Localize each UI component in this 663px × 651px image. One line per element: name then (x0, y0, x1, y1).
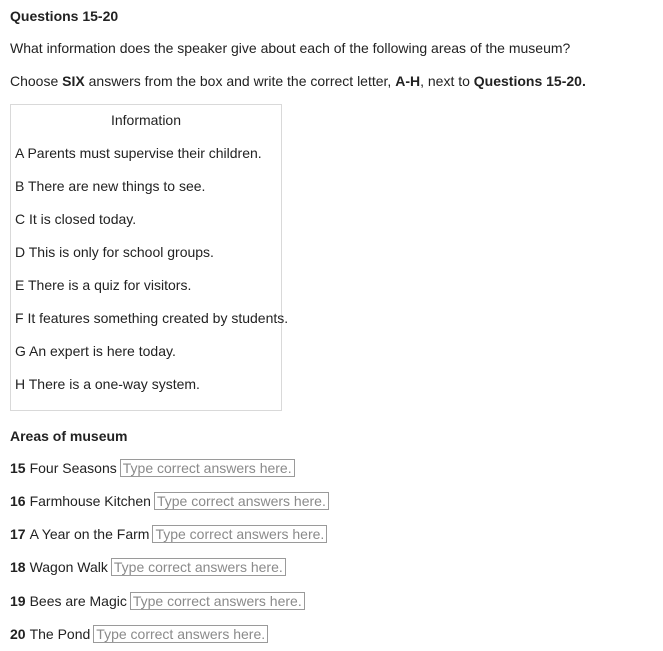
section-heading: Questions 15-20 (10, 8, 119, 24)
info-option-d: D This is only for school groups. (15, 244, 214, 260)
instruction-count: SIX (62, 73, 85, 89)
question-row-17 (10, 523, 327, 545)
information-box-title: Information (110, 112, 182, 128)
instruction-prefix: Choose (10, 73, 63, 89)
info-option-b: B There are new things to see. (15, 178, 206, 194)
question-number: 17 (10, 526, 26, 542)
info-option-c: C It is closed today. (15, 211, 137, 227)
question-row-19 (10, 590, 305, 612)
areas-heading: Areas of museum (10, 428, 128, 444)
question-number: 15 (10, 460, 26, 476)
question-label: A Year on the Farm (29, 526, 150, 542)
answer-input-20[interactable] (93, 625, 268, 643)
instruction-text (10, 72, 586, 90)
question-row-20 (10, 623, 268, 645)
instruction-range: A-H (395, 73, 421, 89)
answer-input-18[interactable] (111, 558, 286, 576)
information-box (10, 104, 289, 411)
info-option-h: H There is a one-way system. (15, 376, 200, 392)
question-row-16 (10, 490, 329, 512)
question-row-15 (10, 457, 295, 479)
answer-input-19[interactable] (130, 592, 305, 610)
question-number: 16 (10, 493, 26, 509)
question-label: Farmhouse Kitchen (29, 493, 151, 509)
question-label: Wagon Walk (29, 559, 108, 575)
info-option-e: E There is a quiz for visitors. (15, 277, 192, 293)
info-option-a: A Parents must supervise their children. (15, 145, 262, 161)
question-prompt: What information does the speaker give about each of the following areas of the museum? (10, 40, 571, 56)
question-number: 18 (10, 559, 26, 575)
instruction-questions: Questions 15-20. (473, 73, 586, 89)
question-number: 20 (10, 626, 26, 642)
answer-input-16[interactable] (154, 492, 329, 510)
answer-input-17[interactable] (152, 525, 327, 543)
answer-input-15[interactable] (120, 459, 295, 477)
question-label: The Pond (29, 626, 91, 642)
instruction-next: , next to (420, 73, 474, 89)
instruction-middle: answers from the box and write the correct letter, (84, 73, 396, 89)
question-label: Bees are Magic (29, 593, 127, 609)
question-row-18 (10, 556, 286, 578)
info-option-g: G An expert is here today. (15, 343, 176, 359)
question-number: 19 (10, 593, 26, 609)
info-option-f: F It features something created by students. (15, 310, 289, 326)
question-label: Four Seasons (29, 460, 117, 476)
